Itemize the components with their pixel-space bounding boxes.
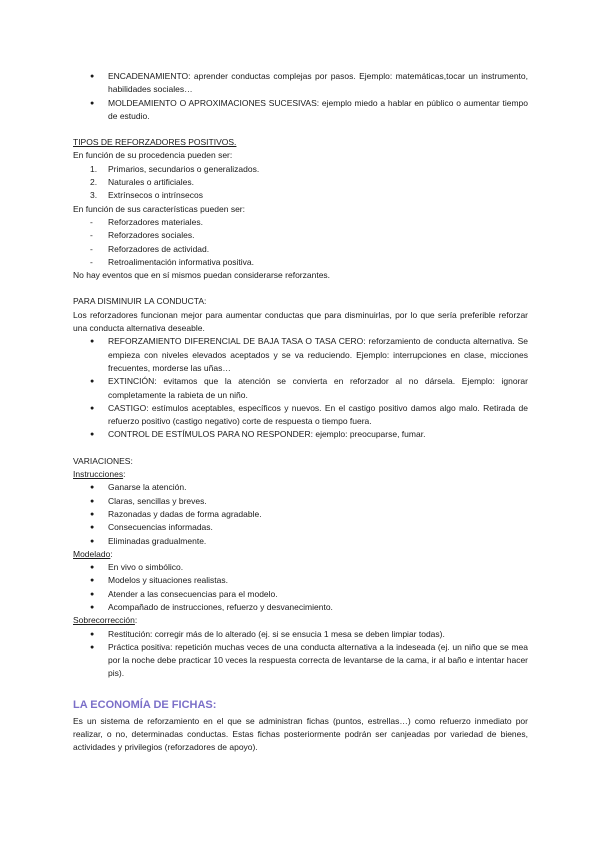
list-item: ● ENCADENAMIENTO: aprender conductas complejas por pasos. Ejemplo: matemáticas,tocar un instrumento, habilidades sociales…: [73, 70, 528, 97]
list-text: Naturales o artificiales.: [108, 177, 194, 188]
list-item: ● Práctica positiva: repetición muchas veces de una conducta alternativa a la indeseada (ej. un niño que se mea por la noche debe practicar 10 veces la respuesta correcta de levantarse de la cama, ir al baño e intentar hacer pis).: [73, 641, 528, 681]
list-item: ● CASTIGO: estímulos aceptables, específicos y nuevos. En el castigo positivo damos algo malo. Retirada de refuerzo positivo (castigo negativo) corte de respuesta o tiempo fuera.: [73, 402, 528, 429]
list-item: ● MOLDEAMIENTO O APROXIMACIONES SUCESIVAS: ejemplo miedo a hablar en público o aumentar tiempo de estudio.: [73, 97, 528, 124]
section-heading-variaciones: VARIACIONES:: [73, 455, 133, 466]
disminuir-list: [73, 335, 528, 441]
modelado-list: [73, 561, 528, 614]
list-item: ● Acompañado de instrucciones, refuerzo y desvanecimiento.: [73, 601, 528, 614]
section-title-economia: LA ECONOMÍA DE FICHAS:: [73, 698, 217, 711]
subheading-sobrecorreccion: [73, 614, 528, 627]
list-item: ● Restitución: corregir más de lo alterado (ej. si se ensucia 1 mesa se deben limpiar todas).: [73, 628, 528, 641]
colon: :: [134, 615, 138, 626]
caracteristicas-intro: En función de sus características pueden ser:: [73, 203, 245, 214]
list-item: ● Eliminadas gradualmente.: [73, 535, 528, 548]
intro-list: [73, 70, 528, 123]
subheading-modelado: [73, 548, 528, 561]
list-item: - Reforzadores materiales.: [73, 216, 528, 229]
list-text: Primarios, secundarios o generalizados.: [108, 163, 260, 174]
colon: :: [110, 548, 113, 559]
document-page: [73, 70, 528, 755]
subheading-instrucciones: [73, 468, 528, 481]
list-item: [73, 189, 528, 202]
economia-text: Es un sistema de reforzamiento en el que se administran fichas (puntos, estrellas…) como refuerzo inmediato por realizar, o no, determinadas conductas. Estas fichas posteriormente podrán ser canjeadas por variedad de bienes, actividades y privilegios (reforzadores de apoyo).: [73, 715, 528, 753]
list-item: - Reforzadores de actividad.: [73, 243, 528, 256]
list-item: - Retroalimentación informativa positiva.: [73, 256, 528, 269]
list-item: [73, 176, 528, 189]
list-number: 1.: [90, 163, 98, 174]
list-item: ● Atender a las consecuencias para el modelo.: [73, 588, 528, 601]
list-text: Extrínsecos o intrínsecos: [108, 190, 203, 201]
tipos-note: No hay eventos que en sí mismos puedan considerarse reforzantes.: [73, 270, 331, 281]
list-item: ● Claras, sencillas y breves.: [73, 495, 528, 508]
section-heading-tipos: TIPOS DE REFORZADORES POSITIVOS.: [73, 137, 237, 148]
procedencia-list: [73, 163, 528, 203]
list-item: ● Ganarse la atención.: [73, 481, 528, 494]
list-item: ● EXTINCIÓN: evitamos que la atención se convierta en reforzador al no dársela. Ejemplo: ignorar completamente la rabieta de un niño.: [73, 375, 528, 402]
list-item: - Reforzadores sociales.: [73, 229, 528, 242]
procedencia-intro: En función de su procedencia pueden ser:: [73, 150, 233, 161]
instrucciones-list: [73, 481, 528, 547]
disminuir-intro: Los reforzadores funcionan mejor para aumentar conductas que para disminuirlas, por lo que sería preferible reforzar una conducta alternativa deseable.: [73, 309, 528, 334]
list-item: ● Razonadas y dadas de forma agradable.: [73, 508, 528, 521]
subheading-label: Instrucciones: [73, 469, 124, 480]
list-item: ● En vivo o simbólico.: [73, 561, 528, 574]
list-item: ● CONTROL DE ESTÍMULOS PARA NO RESPONDER: ejemplo: preocuparse, fumar.: [73, 428, 528, 441]
list-item: [73, 163, 528, 176]
list-number: 3.: [90, 190, 98, 201]
caracteristicas-list: [73, 216, 528, 269]
subheading-label: Modelado: [73, 548, 111, 559]
colon: :: [123, 469, 126, 480]
sobrecorreccion-list: [73, 628, 528, 681]
list-item: ● Consecuencias informadas.: [73, 521, 528, 534]
list-item: ● Modelos y situaciones realistas.: [73, 574, 528, 587]
subheading-label: Sobrecorrección: [73, 615, 135, 626]
list-item: ● REFORZAMIENTO DIFERENCIAL DE BAJA TASA O TASA CERO: reforzamiento de conducta alternativa. Se empieza con niveles elevados aceptados y se va reduciendo. Ejemplo: interrupciones en clase, micciones frecuentes, morderse las uñas…: [73, 335, 528, 375]
list-number: 2.: [90, 177, 98, 188]
section-heading-disminuir: PARA DISMINUIR LA CONDUCTA:: [73, 296, 207, 307]
